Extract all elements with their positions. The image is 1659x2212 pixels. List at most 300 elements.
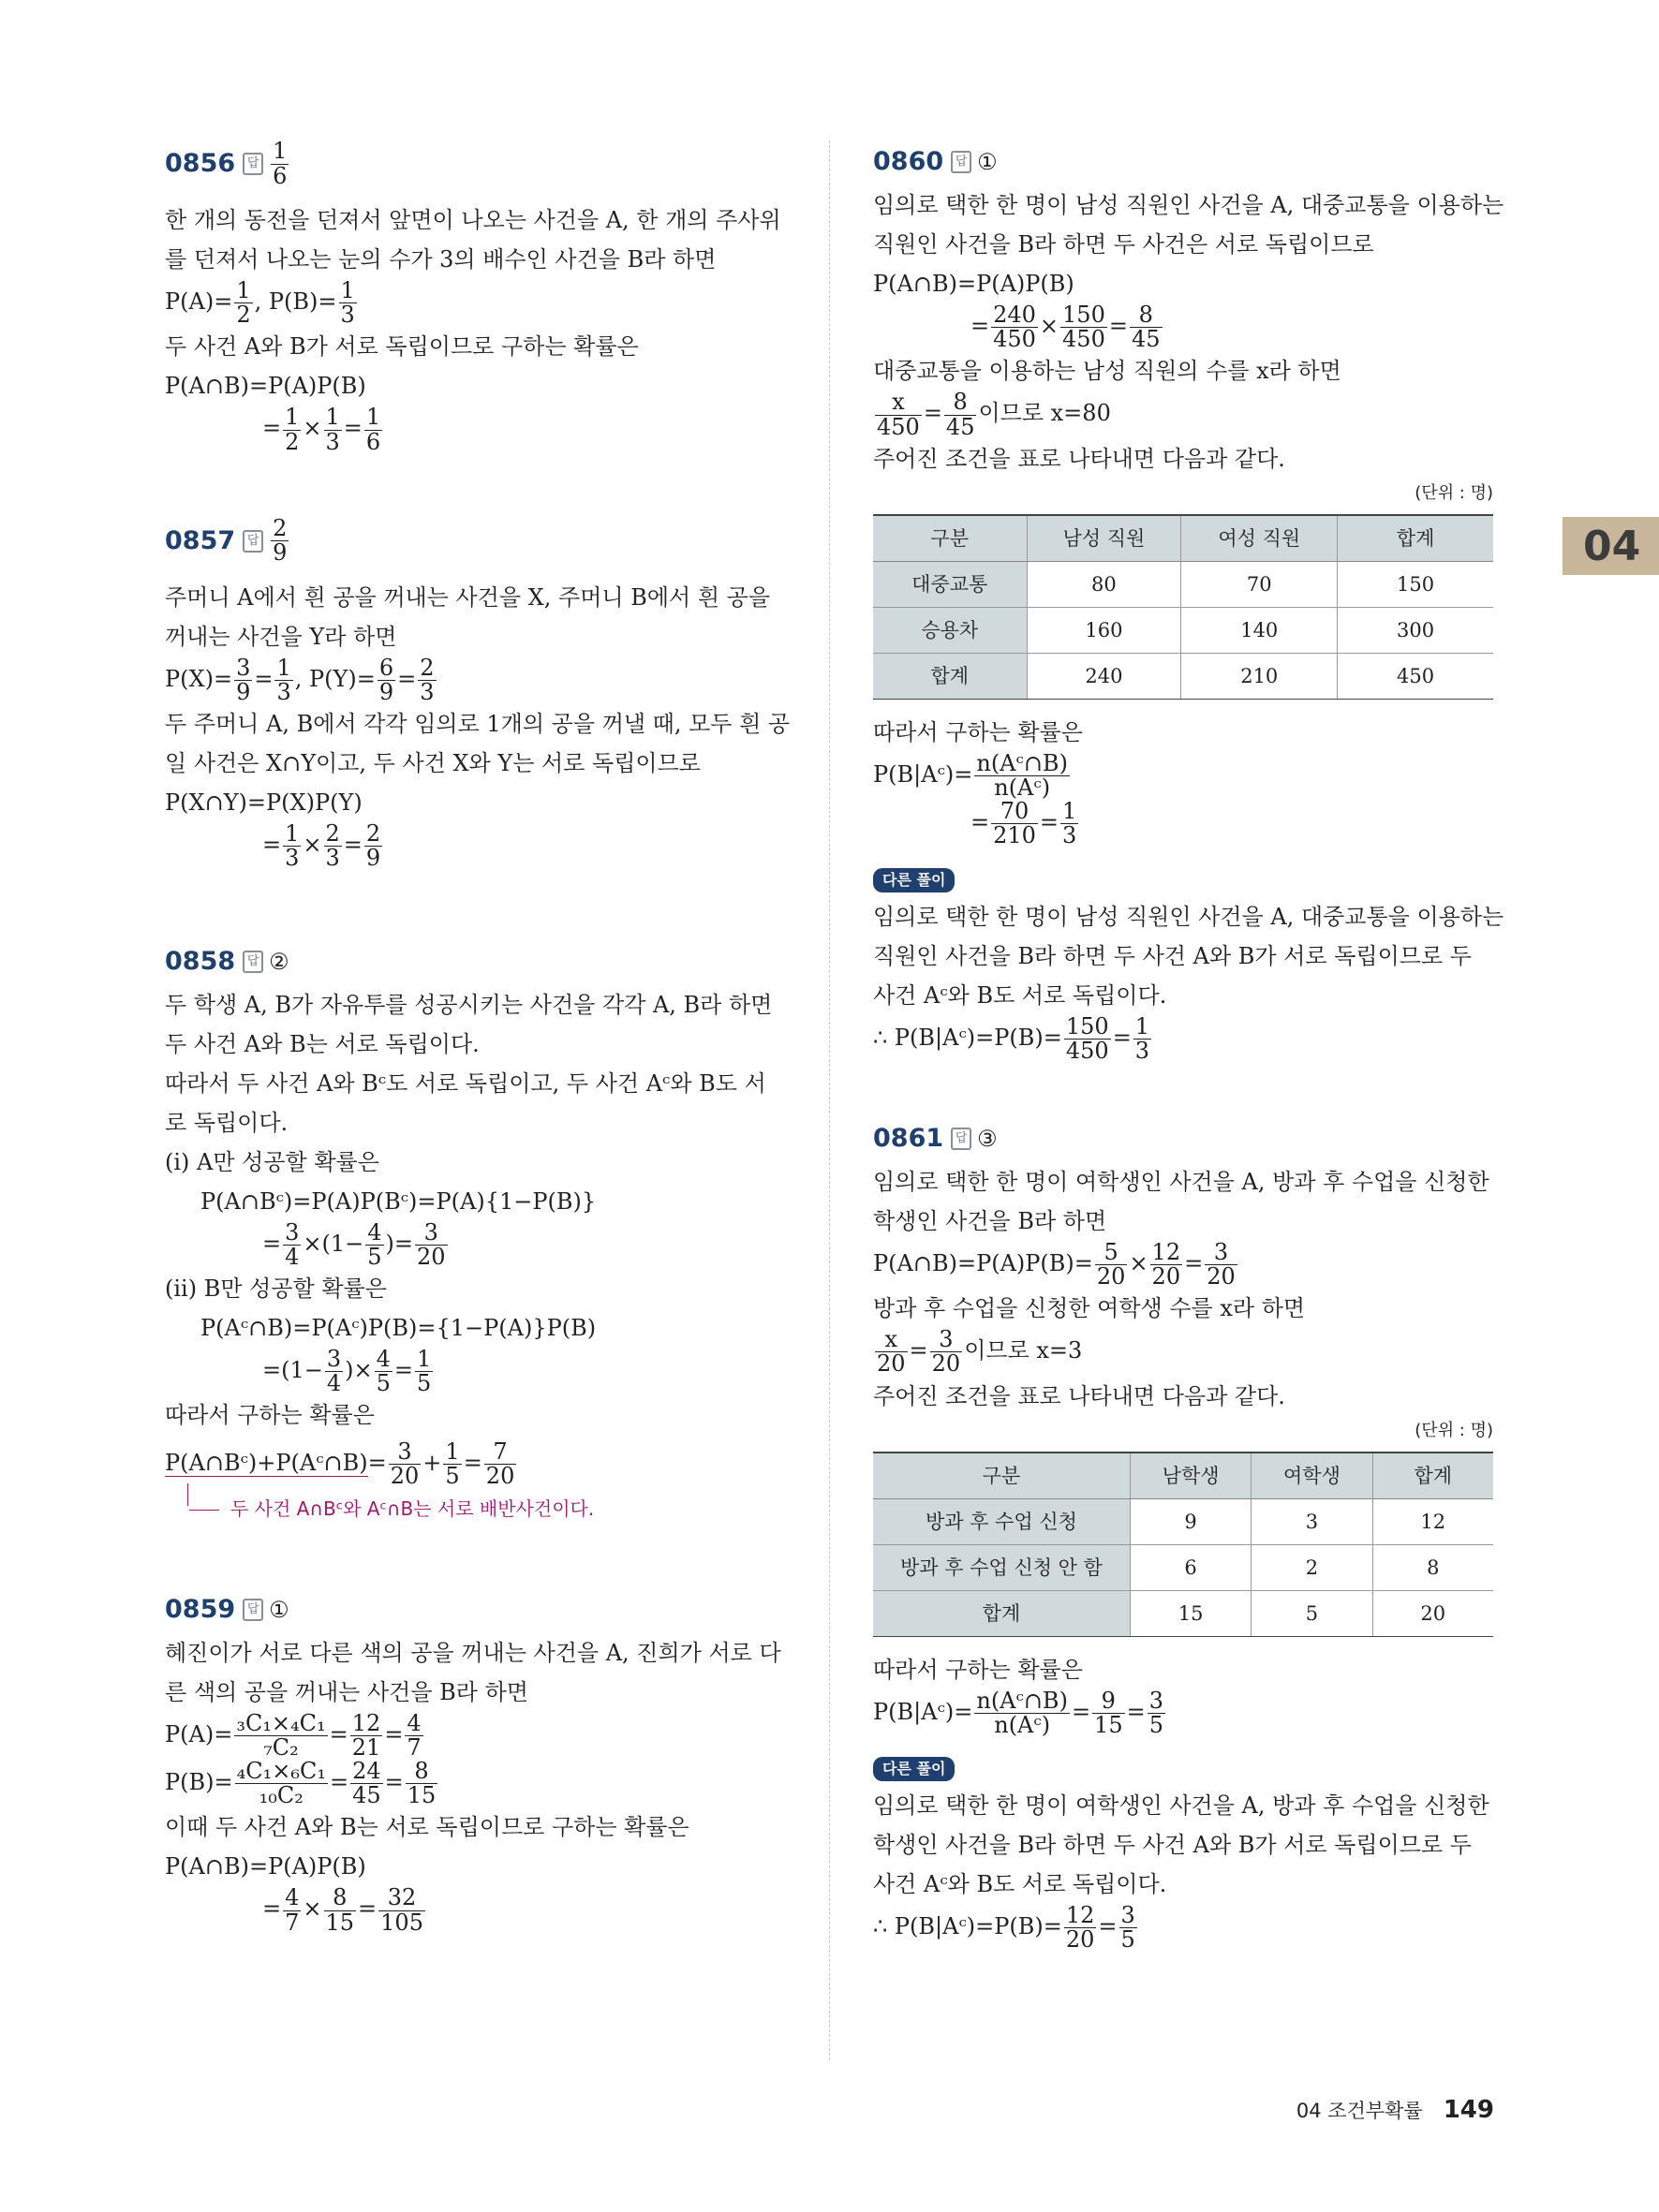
numerator: 9 — [1092, 1689, 1125, 1714]
denominator: 20 — [417, 1243, 446, 1270]
table-unit: (단위 : 명) — [1415, 482, 1493, 503]
text-line: 직원인 사건을 B라 하면 두 사건은 서로 독립이므로 — [873, 231, 1374, 258]
row-header-cell: 합계 — [873, 1590, 1130, 1636]
expr: P(X)= — [165, 665, 233, 692]
denominator: 5 — [1120, 1926, 1135, 1954]
table-cell: 5 — [1252, 1590, 1372, 1636]
expr: = — [343, 415, 363, 442]
table-row — [873, 1590, 1493, 1636]
problem-0858 — [165, 938, 787, 1528]
numerator: 3 — [415, 1221, 448, 1246]
expr: = — [1112, 1024, 1132, 1051]
fraction — [1092, 1689, 1125, 1737]
numerator: 12 — [1151, 1238, 1181, 1265]
text-line: 한 개의 동전을 던져서 앞면이 나오는 사건을 A, 한 개의 주사위 — [165, 207, 781, 233]
fraction — [234, 279, 252, 327]
numerator: 1 — [1134, 1012, 1150, 1040]
numerator: n(Aᶜ∩B) — [976, 749, 1068, 776]
expr: = — [343, 832, 363, 859]
fraction — [324, 406, 342, 453]
expr: ∴ P(B|Aᶜ)=P(B)= — [873, 1913, 1062, 1940]
equation-line — [165, 822, 787, 870]
problem-0859 — [165, 1586, 787, 1935]
fraction — [1133, 1012, 1151, 1064]
numerator: 1 — [445, 1438, 460, 1466]
expr: = — [262, 832, 282, 859]
numerator: 8 — [1130, 303, 1163, 328]
fraction — [364, 822, 382, 870]
denominator: 15 — [407, 1782, 437, 1809]
denominator: 20 — [931, 1350, 961, 1378]
problem-number: 0859 — [165, 1594, 236, 1624]
denominator: 15 — [325, 1909, 355, 1936]
expr: + — [422, 1450, 442, 1477]
equation-line — [165, 406, 787, 453]
table-cell: 2 — [1252, 1544, 1372, 1590]
equation-line — [165, 1709, 787, 1761]
denominator: 4 — [326, 1370, 342, 1397]
denominator: 20 — [390, 1463, 420, 1490]
table-cell: 210 — [1181, 653, 1338, 699]
text-line: 른 색의 공을 꺼내는 사건을 B라 하면 — [165, 1678, 528, 1705]
expr: × — [303, 832, 322, 859]
chapter-tab-label: 04 — [1583, 522, 1641, 570]
text-line: 임의로 택한 한 명이 여학생인 사건을 A, 방과 후 수업을 신청한 — [873, 1168, 1489, 1195]
numerator: 1 — [236, 277, 251, 303]
numerator: 2 — [325, 820, 340, 848]
numerator: 8 — [406, 1760, 438, 1784]
expr: P(A∩Bᶜ)+P(Aᶜ∩B) — [165, 1450, 368, 1477]
table-cell: 12 — [1372, 1498, 1493, 1544]
numerator: 12 — [1065, 1902, 1095, 1928]
numerator: 2 — [365, 820, 381, 848]
expr: , P(B)= — [254, 288, 337, 316]
expr: = — [254, 665, 274, 692]
text-line: 주머니 A에서 흰 공을 꺼내는 사건을 X, 주머니 B에서 흰 공을 — [165, 583, 771, 611]
expr: = — [262, 1895, 282, 1923]
equation-line — [873, 1904, 1493, 1952]
expr: = — [1126, 1698, 1146, 1725]
fraction — [1119, 1904, 1137, 1952]
equation-line — [873, 800, 1493, 848]
note-text: 두 사건 A∩Bᶜ와 Aᶜ∩B는 서로 배반사건이다. — [230, 1497, 595, 1520]
page-number: 149 — [1443, 2096, 1494, 2124]
equation-line — [165, 279, 787, 327]
text-line: (i) A만 성공할 확률은 — [165, 1148, 379, 1175]
table-header-row — [873, 515, 1493, 562]
equation-line — [165, 1886, 787, 1934]
answer-icon: 답 — [951, 151, 971, 173]
numerator: 8 — [324, 1886, 357, 1910]
denominator: 3 — [420, 678, 435, 705]
text-line: 임의로 택한 한 명이 남성 직원인 사건을 A, 대중교통을 이용하는 — [873, 903, 1504, 930]
denominator: 450 — [877, 413, 920, 440]
fraction — [415, 1345, 433, 1397]
denominator: 4 — [285, 1243, 300, 1270]
text-line: 임의로 택한 한 명이 남성 직원인 사건을 A, 대중교통을 이용하는 — [873, 192, 1504, 218]
row-header-cell: 합계 — [873, 653, 1027, 699]
fraction — [1205, 1238, 1237, 1290]
fraction — [875, 391, 922, 438]
numerator: 3 — [1205, 1241, 1237, 1265]
text-line: 이때 두 사건 A와 B는 서로 독립이므로 구하는 확률은 — [165, 1814, 689, 1841]
fraction — [1064, 1904, 1097, 1952]
equation-line — [873, 1328, 1493, 1376]
table-row — [873, 1498, 1493, 1544]
denominator: 15 — [1094, 1711, 1123, 1738]
text-line: 두 사건 A와 B가 서로 독립이므로 구하는 확률은 — [165, 333, 639, 361]
denominator: 7 — [407, 1733, 422, 1761]
fraction — [974, 1689, 1070, 1737]
alt-tag-label: 다른 풀이 — [873, 1757, 955, 1781]
numerator: 1 — [273, 138, 288, 165]
expr: = — [262, 415, 282, 442]
numerator: 4 — [407, 1709, 422, 1736]
expr: = — [1071, 1698, 1091, 1725]
denominator: 20 — [1151, 1263, 1181, 1290]
equation-line — [873, 1238, 1493, 1290]
fraction — [339, 279, 357, 327]
equation-line: P(A∩Bᶜ)=P(A)P(Bᶜ)=P(A){1−P(B)} — [200, 1187, 597, 1215]
data-table-0860 — [873, 514, 1493, 700]
row-header-cell: 승용차 — [873, 607, 1027, 653]
numerator: 4 — [376, 1345, 391, 1372]
expr: =(1− — [262, 1357, 323, 1384]
table-cell: 140 — [1181, 607, 1338, 653]
fraction — [324, 1886, 357, 1934]
numerator: 4 — [367, 1218, 382, 1246]
fraction — [1130, 303, 1163, 351]
numerator: 12 — [351, 1709, 381, 1736]
numerator: 1 — [285, 820, 300, 848]
fraction — [1060, 800, 1078, 848]
text-line: 사건 Aᶜ와 B도 서로 독립이다. — [873, 1871, 1167, 1897]
fraction — [443, 1440, 461, 1488]
text-line: 일 사건은 X∩Y이고, 두 사건 X와 Y는 서로 독립이므로 — [165, 750, 701, 777]
fraction — [324, 822, 342, 870]
table-header-cell: 남성 직원 — [1027, 515, 1181, 562]
fraction — [283, 822, 301, 870]
fraction — [930, 1328, 963, 1376]
text-line: 두 학생 A, B가 자유투를 성공시키는 사건을 각각 A, B라 하면 — [165, 991, 773, 1018]
answer-icon: 답 — [951, 1128, 971, 1150]
problem-number: 0860 — [873, 147, 944, 176]
text-line: 로 독립이다. — [165, 1109, 289, 1136]
left-column — [165, 138, 791, 1936]
answer-header — [873, 139, 1493, 185]
answer-value: ① — [977, 149, 998, 175]
expr: = — [970, 313, 990, 340]
answer-header — [165, 938, 787, 985]
equation-line — [165, 1760, 787, 1807]
fraction — [283, 1886, 301, 1934]
answer-value: ① — [269, 1596, 289, 1623]
denominator: 5 — [1148, 1711, 1163, 1738]
denominator: 3 — [1062, 822, 1077, 849]
expr: ∴ P(B|Aᶜ)=P(B)= — [873, 1024, 1062, 1051]
denominator: 3 — [325, 845, 340, 872]
problem-0857 — [165, 515, 791, 872]
table-cell: 150 — [1338, 561, 1493, 607]
problem-0856 — [165, 140, 787, 454]
denominator: 2 — [285, 428, 300, 455]
numerator: 150 — [1065, 1012, 1109, 1040]
fraction — [365, 1218, 383, 1270]
denominator: 20 — [1207, 1263, 1236, 1290]
expr: = — [923, 400, 942, 427]
numerator: 6 — [378, 654, 394, 681]
table-header-cell: 구분 — [873, 1453, 1130, 1499]
numerator: 1 — [325, 404, 340, 431]
equation-line — [165, 1218, 787, 1270]
equation-line — [873, 1689, 1493, 1737]
expr: = — [329, 1769, 349, 1796]
table-header-cell: 구분 — [873, 515, 1027, 562]
denominator: 7 — [285, 1909, 300, 1936]
expr: = — [1098, 1913, 1118, 1940]
table-header-row — [873, 1453, 1493, 1499]
fraction — [389, 1440, 422, 1488]
answer-header — [165, 515, 787, 567]
fraction — [364, 406, 382, 453]
expr: 이므로 x=3 — [964, 1337, 1083, 1364]
denominator: 450 — [1065, 1037, 1109, 1064]
expr: P(A)= — [165, 288, 233, 316]
fraction — [405, 1709, 422, 1761]
answer-icon: 답 — [243, 951, 263, 973]
denominator: 3 — [325, 428, 340, 455]
denominator: n(Aᶜ) — [994, 774, 1051, 801]
fraction — [875, 1328, 908, 1376]
table-row — [873, 561, 1493, 607]
denominator: 20 — [1065, 1926, 1095, 1954]
problem-number: 0861 — [873, 1123, 944, 1153]
denominator: 9 — [378, 678, 394, 705]
numerator: x — [875, 1328, 908, 1352]
fraction — [378, 1886, 425, 1934]
table-row — [873, 1544, 1493, 1590]
text-line: 주어진 조건을 표로 나타내면 다음과 같다. — [873, 1382, 1285, 1409]
table-cell: 80 — [1027, 561, 1181, 607]
fraction — [274, 656, 292, 704]
problem-0860 — [873, 139, 1504, 1064]
text-line: 두 주머니 A, B에서 각각 임의로 1개의 공을 꺼낼 때, 모두 흰 공 — [165, 711, 791, 738]
text-line: 두 사건 A와 B는 서로 독립이다. — [165, 1030, 480, 1057]
equation-line: P(A∩B)=P(A)P(B) — [873, 271, 1074, 297]
denominator: 105 — [380, 1909, 423, 1936]
problem-0861 — [873, 1115, 1493, 1953]
text-line: 학생인 사건을 B라 하면 두 사건 A와 B가 서로 독립이므로 두 — [873, 1832, 1472, 1858]
numerator: ₃C₁×₄C₁ — [236, 1709, 326, 1736]
denominator: 3 — [276, 678, 291, 705]
expr: P(A∩B)=P(A)P(B)= — [873, 1250, 1093, 1277]
fraction — [1095, 1238, 1128, 1290]
denominator: 45 — [945, 413, 975, 440]
expr: = — [1039, 809, 1059, 836]
table-cell: 240 — [1027, 653, 1181, 699]
alt-solution-tag — [873, 1747, 1493, 1786]
fraction — [484, 1440, 517, 1488]
numerator: 1 — [285, 404, 300, 431]
chapter-title: 04 조건부확률 — [1296, 2100, 1423, 2122]
fraction — [378, 656, 395, 704]
numerator: 1 — [1062, 798, 1077, 825]
expr: )× — [345, 1357, 373, 1384]
numerator: n(Aᶜ∩B) — [976, 1687, 1068, 1714]
arrow-icon — [189, 1510, 219, 1511]
equation-line — [873, 1012, 1493, 1064]
table-cell: 6 — [1130, 1544, 1251, 1590]
table-row — [873, 607, 1493, 653]
numerator: 240 — [993, 302, 1036, 328]
row-header-cell: 방과 후 수업 신청 안 함 — [873, 1544, 1130, 1590]
table-header-cell: 합계 — [1338, 515, 1493, 562]
denominator: 3 — [1134, 1037, 1150, 1064]
expr: = — [463, 1450, 482, 1477]
fraction — [283, 406, 301, 453]
denominator: 9 — [236, 678, 251, 705]
equation-line: P(Aᶜ∩B)=P(Aᶜ)P(B)={1−P(A)}P(B) — [200, 1314, 597, 1341]
text-line: 사건 Aᶜ와 B도 서로 독립이다. — [873, 981, 1167, 1009]
fraction — [375, 1345, 393, 1397]
expr: )= — [385, 1230, 414, 1257]
text-line: 학생인 사건을 B라 하면 — [873, 1207, 1107, 1234]
denominator: 9 — [273, 539, 288, 567]
equation-line: P(A∩B)=P(A)P(B) — [165, 1853, 366, 1880]
table-row — [873, 653, 1493, 699]
numerator: 70 — [991, 800, 1038, 824]
fraction — [406, 1760, 438, 1807]
text-line: 방과 후 수업을 신청한 여학생 수를 x라 하면 — [873, 1295, 1306, 1322]
problem-number: 0856 — [165, 149, 236, 178]
numerator: 7 — [484, 1440, 517, 1465]
expr: = — [1108, 313, 1128, 340]
numerator: 3 — [285, 1218, 300, 1246]
expr: P(B|Aᶜ)= — [873, 1698, 973, 1725]
table-cell: 450 — [1338, 653, 1493, 699]
expr: = — [329, 1720, 348, 1747]
denominator: 450 — [1062, 326, 1105, 353]
equation-line: P(A∩B)=P(A)P(B) — [165, 373, 366, 400]
expr: × — [303, 415, 322, 442]
fraction — [234, 1709, 327, 1761]
text-line: 따라서 구하는 확률은 — [165, 1402, 375, 1429]
numerator: 3 — [1120, 1902, 1135, 1928]
fraction — [991, 303, 1038, 351]
expr: ×(1− — [303, 1230, 364, 1257]
denominator: 6 — [365, 428, 381, 455]
denominator: 45 — [352, 1782, 381, 1809]
column-divider — [829, 140, 830, 2060]
numerator: 4 — [285, 1884, 300, 1911]
numerator: 1 — [417, 1345, 432, 1372]
answer-header — [165, 1586, 787, 1633]
table-cell: 15 — [1130, 1590, 1251, 1636]
table-cell: 9 — [1130, 1498, 1251, 1544]
right-column — [873, 139, 1504, 1954]
denominator: 2 — [236, 302, 251, 329]
answer-icon: 답 — [243, 153, 263, 175]
fraction — [418, 656, 436, 704]
row-header-cell: 방과 후 수업 신청 — [873, 1498, 1130, 1544]
denominator: 5 — [417, 1370, 432, 1397]
equation-line — [873, 303, 1493, 351]
denominator: 210 — [993, 822, 1036, 849]
denominator: 6 — [273, 162, 288, 189]
fraction — [1060, 303, 1107, 351]
fraction — [974, 749, 1070, 801]
expr: = — [384, 1720, 404, 1747]
equation-line — [165, 656, 787, 704]
answer-value: ③ — [977, 1125, 998, 1152]
table-cell: 3 — [1252, 1498, 1372, 1544]
fraction — [234, 656, 252, 704]
numerator: 2 — [420, 654, 435, 681]
numerator: x — [875, 391, 922, 415]
denominator: n(Aᶜ) — [994, 1711, 1051, 1738]
numerator: 3 — [389, 1440, 422, 1465]
numerator: 150 — [1062, 302, 1105, 328]
fraction — [350, 1709, 383, 1761]
expr: P(A)= — [165, 1720, 233, 1747]
numerator: 1 — [276, 654, 291, 681]
denominator: 3 — [340, 302, 355, 329]
table-header-cell: 남학생 — [1130, 1453, 1251, 1499]
equation-line — [165, 1345, 787, 1397]
answer-header — [873, 1115, 1493, 1162]
text-line: 를 던져서 나오는 눈의 수가 3의 배수인 사건을 B라 하면 — [165, 246, 717, 273]
expr: × — [1039, 313, 1059, 340]
table-header-cell: 여성 직원 — [1181, 515, 1338, 562]
fraction — [944, 391, 977, 438]
problem-number: 0857 — [165, 525, 236, 555]
alt-tag-label: 다른 풀이 — [873, 868, 955, 892]
data-table-0861 — [873, 1452, 1493, 1637]
equation-line — [873, 749, 1493, 801]
text-line: 직원인 사건을 B라 하면 두 사건 A와 B가 서로 독립이므로 두 — [873, 942, 1472, 969]
table-unit: (단위 : 명) — [1415, 1420, 1493, 1440]
fraction — [1064, 1012, 1111, 1064]
denominator: 5 — [367, 1243, 382, 1270]
numerator: 32 — [378, 1886, 425, 1910]
expr: = — [262, 1230, 282, 1257]
annotation-note — [165, 1489, 787, 1528]
numerator: 5 — [1095, 1241, 1128, 1265]
denominator: 3 — [285, 845, 300, 872]
table-cell: 20 — [1372, 1590, 1493, 1636]
denominator: 45 — [1131, 326, 1161, 353]
answer-value: ② — [269, 948, 289, 975]
denominator: ₁₀C₂ — [259, 1782, 304, 1809]
expr: = — [384, 1769, 404, 1796]
fraction — [991, 800, 1038, 848]
table-cell: 8 — [1372, 1544, 1493, 1590]
expr: = — [367, 1450, 387, 1477]
numerator: 24 — [352, 1758, 381, 1784]
table-cell: 300 — [1338, 607, 1493, 653]
expr: 이므로 x=80 — [978, 400, 1111, 427]
text-line: 임의로 택한 한 명이 여학생인 사건을 A, 방과 후 수업을 신청한 — [873, 1792, 1489, 1819]
page-footer — [1296, 2096, 1494, 2124]
denominator: 5 — [376, 1370, 391, 1397]
fraction — [350, 1760, 383, 1807]
expr: = — [358, 1895, 378, 1923]
text-line: (ii) B만 성공할 확률은 — [165, 1275, 387, 1302]
numerator: 2 — [273, 515, 288, 542]
row-header-cell: 대중교통 — [873, 561, 1027, 607]
numerator: 3 — [1148, 1687, 1163, 1714]
fraction — [325, 1345, 343, 1397]
